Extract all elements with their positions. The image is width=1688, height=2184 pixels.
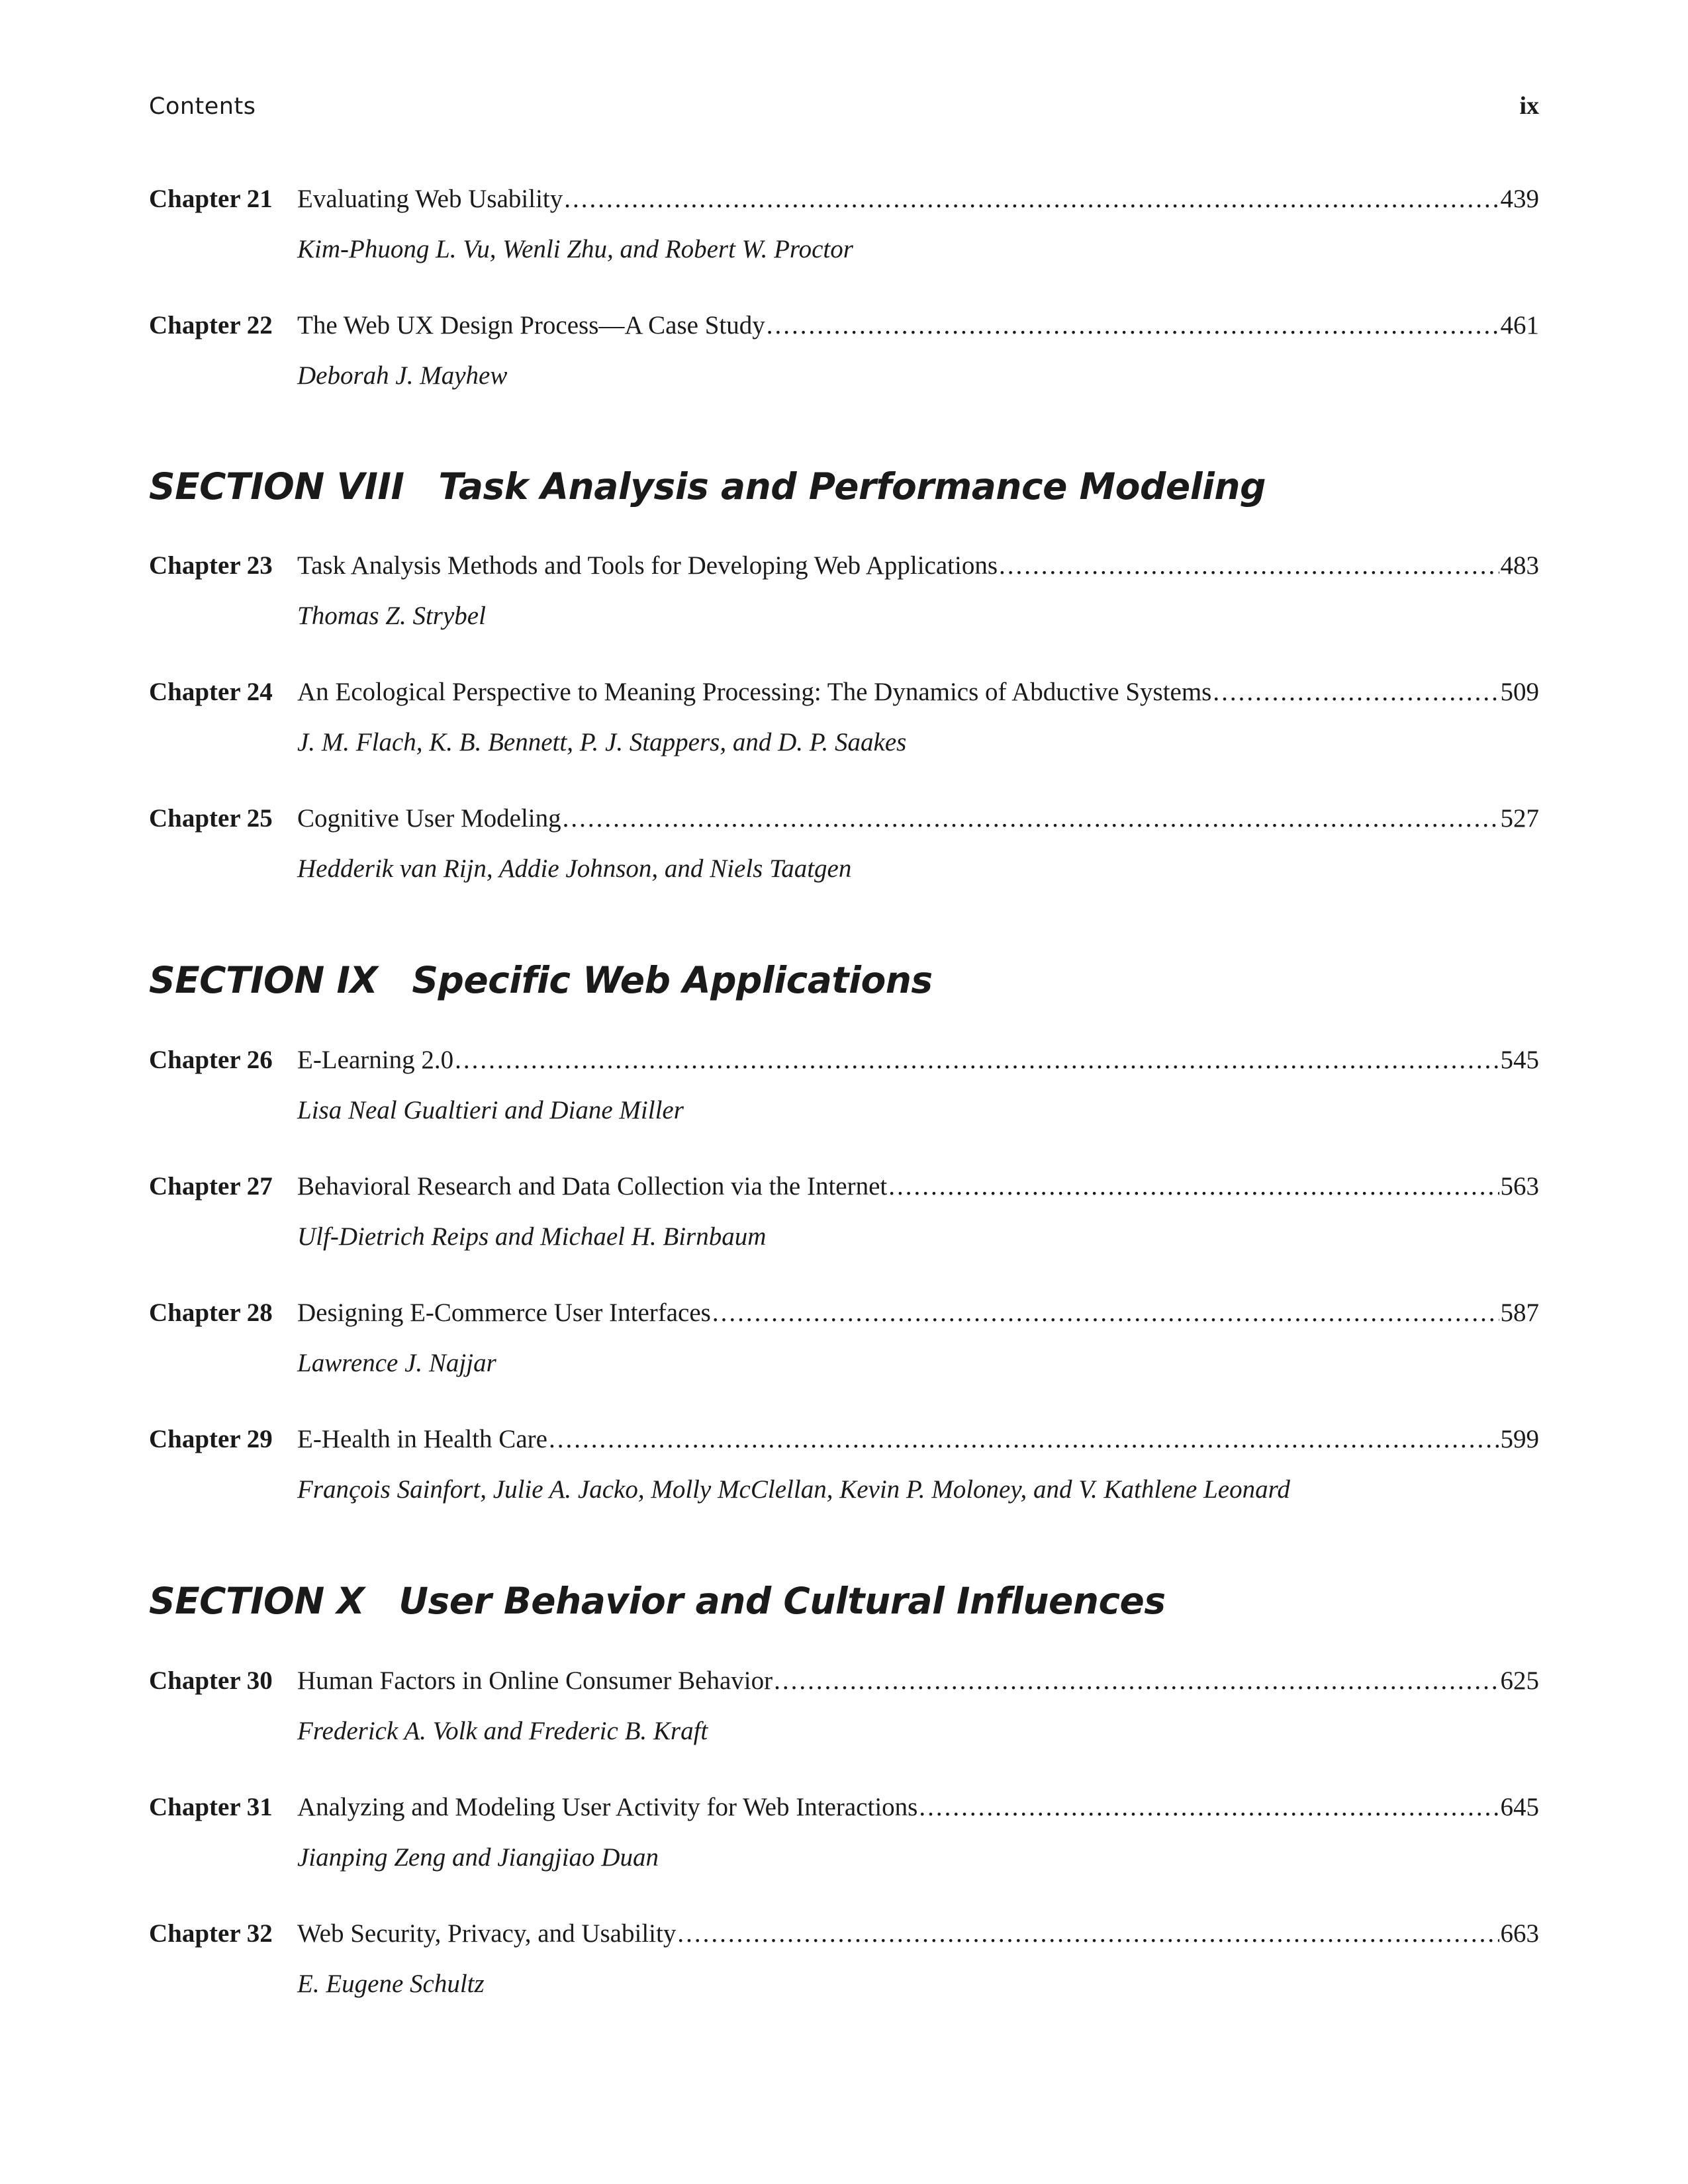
chapter-page-number: 599 — [1500, 1425, 1539, 1453]
chapter-title[interactable]: E-Learning 2.0 — [297, 1046, 454, 1074]
toc-entry-chapter-29[interactable] — [149, 1423, 1539, 1506]
chapter-authors: Jianping Zeng and Jiangjiao Duan — [297, 1843, 659, 1872]
toc-entry-chapter-27[interactable] — [149, 1170, 1539, 1253]
section-title: User Behavior and Cultural Influences — [399, 1580, 1166, 1622]
chapter-title[interactable]: E-Health in Health Care — [297, 1425, 547, 1453]
chapter-title[interactable]: An Ecological Perspective to Meaning Processing: The Dynamics of Abductive Systems — [297, 678, 1212, 706]
chapter-title[interactable]: Analyzing and Modeling User Activity for Web Interactions — [297, 1793, 918, 1821]
running-head — [149, 91, 1539, 124]
dot-leader — [999, 549, 1499, 582]
chapter-authors: J. M. Flach, K. B. Bennett, P. J. Stappers, and D. P. Saakes — [297, 728, 907, 756]
chapter-authors: Frederick A. Volk and Frederic B. Kraft — [297, 1717, 708, 1745]
toc-entry-chapter-21[interactable] — [149, 183, 1539, 266]
chapter-label: Chapter 27 — [149, 1172, 273, 1201]
dot-leader — [1213, 676, 1499, 709]
chapter-authors: François Sainfort, Julie A. Jacko, Molly McClellan, Kevin P. Moloney, and V. Kathlene Leonard — [297, 1475, 1290, 1504]
chapter-authors: Lawrence J. Najjar — [297, 1349, 496, 1377]
chapter-label: Chapter 21 — [149, 185, 273, 213]
dot-leader — [774, 1664, 1499, 1698]
chapter-authors: Kim-Phuong L. Vu, Wenli Zhu, and Robert W. Proctor — [297, 235, 853, 263]
chapter-authors: Deborah J. Mayhew — [297, 361, 508, 390]
chapter-page-number: 563 — [1500, 1172, 1539, 1201]
section-heading-ix — [149, 957, 1539, 1003]
toc-entry-chapter-25[interactable] — [149, 802, 1539, 886]
toc-entry-chapter-30[interactable] — [149, 1664, 1539, 1748]
chapter-page-number: 509 — [1500, 678, 1539, 706]
chapter-title[interactable]: Cognitive User Modeling — [297, 804, 561, 833]
section-title: Task Analysis and Performance Modeling — [438, 465, 1266, 508]
chapter-title[interactable]: Task Analysis Methods and Tools for Developing Web Applications — [297, 551, 998, 580]
chapter-authors: Hedderik van Rijn, Addie Johnson, and Niels Taatgen — [297, 854, 852, 883]
chapter-title[interactable]: Human Factors in Online Consumer Behavior — [297, 1666, 773, 1695]
chapter-title[interactable]: The Web UX Design Process—A Case Study — [297, 311, 765, 340]
chapter-title[interactable]: Behavioral Research and Data Collection via the Internet — [297, 1172, 888, 1201]
toc-entry-chapter-24[interactable] — [149, 676, 1539, 759]
section-heading-viii — [149, 463, 1539, 510]
running-head-title: Contents — [149, 93, 256, 120]
dot-leader — [455, 1044, 1499, 1077]
chapter-authors: Ulf-Dietrich Reips and Michael H. Birnbaum — [297, 1222, 767, 1251]
chapter-label: Chapter 32 — [149, 1919, 273, 1948]
dot-leader — [767, 309, 1499, 342]
section-number: SECTION X — [149, 1580, 365, 1622]
chapter-authors: Lisa Neal Gualtieri and Diane Miller — [297, 1096, 684, 1124]
chapter-page-number: 587 — [1500, 1298, 1539, 1327]
dot-leader — [564, 183, 1499, 216]
toc-entry-chapter-28[interactable] — [149, 1297, 1539, 1380]
dot-leader — [563, 802, 1499, 835]
chapter-label: Chapter 24 — [149, 678, 273, 706]
chapter-page-number: 663 — [1500, 1919, 1539, 1948]
chapter-title[interactable]: Designing E-Commerce User Interfaces — [297, 1298, 711, 1327]
dot-leader — [712, 1297, 1499, 1330]
toc-entry-chapter-32[interactable] — [149, 1917, 1539, 2001]
chapter-page-number: 527 — [1500, 804, 1539, 833]
chapter-label: Chapter 23 — [149, 551, 273, 580]
chapter-label: Chapter 28 — [149, 1298, 273, 1327]
section-heading-x — [149, 1578, 1539, 1624]
chapter-label: Chapter 29 — [149, 1425, 273, 1453]
chapter-page-number: 439 — [1500, 185, 1539, 213]
page-number: ix — [1519, 92, 1539, 120]
toc-entry-chapter-22[interactable] — [149, 309, 1539, 392]
dot-leader — [677, 1917, 1499, 1950]
chapter-page-number: 645 — [1500, 1793, 1539, 1821]
chapter-page-number: 625 — [1500, 1666, 1539, 1695]
chapter-label: Chapter 31 — [149, 1793, 273, 1821]
dot-leader — [919, 1791, 1499, 1824]
section-number: SECTION IX — [149, 959, 378, 1001]
chapter-page-number: 461 — [1500, 311, 1539, 340]
chapter-label: Chapter 30 — [149, 1666, 273, 1695]
dot-leader — [888, 1170, 1499, 1203]
section-title: Specific Web Applications — [412, 959, 933, 1001]
chapter-page-number: 483 — [1500, 551, 1539, 580]
chapter-title[interactable]: Web Security, Privacy, and Usability — [297, 1919, 677, 1948]
chapter-authors: E. Eugene Schultz — [297, 1970, 485, 1998]
chapter-label: Chapter 25 — [149, 804, 273, 833]
chapter-label: Chapter 22 — [149, 311, 273, 340]
toc-entry-chapter-31[interactable] — [149, 1791, 1539, 1874]
chapter-title[interactable]: Evaluating Web Usability — [297, 185, 563, 213]
section-number: SECTION VIII — [149, 465, 404, 508]
toc-entry-chapter-26[interactable] — [149, 1044, 1539, 1127]
chapter-page-number: 545 — [1500, 1046, 1539, 1074]
toc-entry-chapter-23[interactable] — [149, 549, 1539, 633]
dot-leader — [549, 1423, 1499, 1456]
chapter-authors: Thomas Z. Strybel — [297, 602, 486, 630]
chapter-label: Chapter 26 — [149, 1046, 273, 1074]
